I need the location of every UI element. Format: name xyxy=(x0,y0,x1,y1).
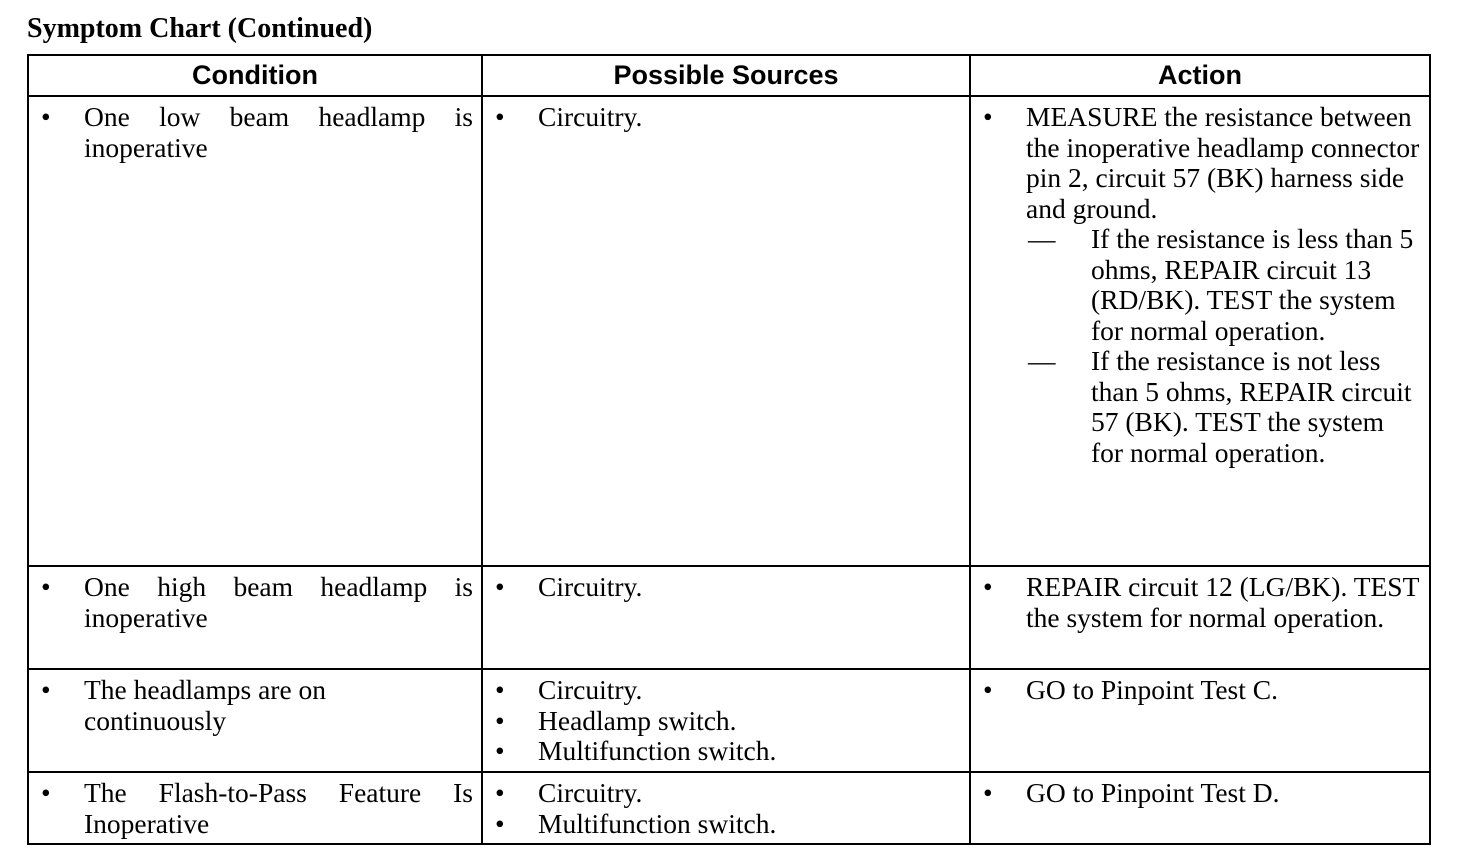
action-text: • MEASURE the resistance between the inoperative headlamp connector pin 2, circuit 57 (BK) harness side and ground. xyxy=(1026,101,1420,224)
action-sub-item: — If the resistance is not less than 5 ohms, REPAIR circuit 57 (BK). TEST the system for normal operation. xyxy=(1026,346,1421,468)
condition-cell xyxy=(28,669,482,772)
action-item xyxy=(971,675,1421,706)
source-item: • Circuitry. xyxy=(483,778,961,809)
condition-text: • One low beam headlamp is inoperative xyxy=(29,102,473,163)
action-cell xyxy=(970,772,1430,844)
source-item: • Circuitry. xyxy=(483,675,961,706)
table-row xyxy=(28,96,1430,566)
possible-sources-header: Possible Sources xyxy=(482,55,970,96)
action-text: • GO to Pinpoint Test C. xyxy=(1026,674,1278,705)
source-item: • Multifunction switch. xyxy=(483,809,961,840)
action-cell xyxy=(970,669,1430,772)
header-row xyxy=(28,55,1430,96)
table-row xyxy=(28,669,1430,772)
source-item: • Circuitry. xyxy=(483,102,961,133)
source-item: • Circuitry. xyxy=(483,572,961,603)
condition-text: • One high beam headlamp is inoperative xyxy=(29,572,473,633)
condition-header: Condition xyxy=(28,55,482,96)
source-item: • Headlamp switch. xyxy=(483,706,961,737)
action-header: Action xyxy=(970,55,1430,96)
sources-cell xyxy=(482,96,970,566)
action-text: • GO to Pinpoint Test D. xyxy=(1026,777,1280,808)
condition-cell xyxy=(28,96,482,566)
action-sub-item: — If the resistance is less than 5 ohms, REPAIR circuit 13 (RD/BK). TEST the system for normal operation. xyxy=(1026,224,1421,346)
source-item: • Multifunction switch. xyxy=(483,736,961,767)
action-item xyxy=(971,572,1421,633)
condition-text: • The Flash-to-Pass Feature Is Inoperative xyxy=(29,778,473,839)
action-item xyxy=(971,102,1421,468)
action-cell xyxy=(970,566,1430,669)
symptom-table xyxy=(27,54,1431,845)
condition-cell xyxy=(28,566,482,669)
condition-cell xyxy=(28,772,482,844)
action-cell xyxy=(970,96,1430,566)
sources-cell xyxy=(482,669,970,772)
action-text: • REPAIR circuit 12 (LG/BK). TEST the system for normal operation. xyxy=(1026,571,1419,633)
table-row xyxy=(28,772,1430,844)
table-row xyxy=(28,566,1430,669)
condition-text: • The headlamps are on continuously xyxy=(29,675,473,736)
sources-cell xyxy=(482,772,970,844)
action-item xyxy=(971,778,1421,809)
page-title: Symptom Chart (Continued) xyxy=(27,13,373,44)
sources-cell xyxy=(482,566,970,669)
